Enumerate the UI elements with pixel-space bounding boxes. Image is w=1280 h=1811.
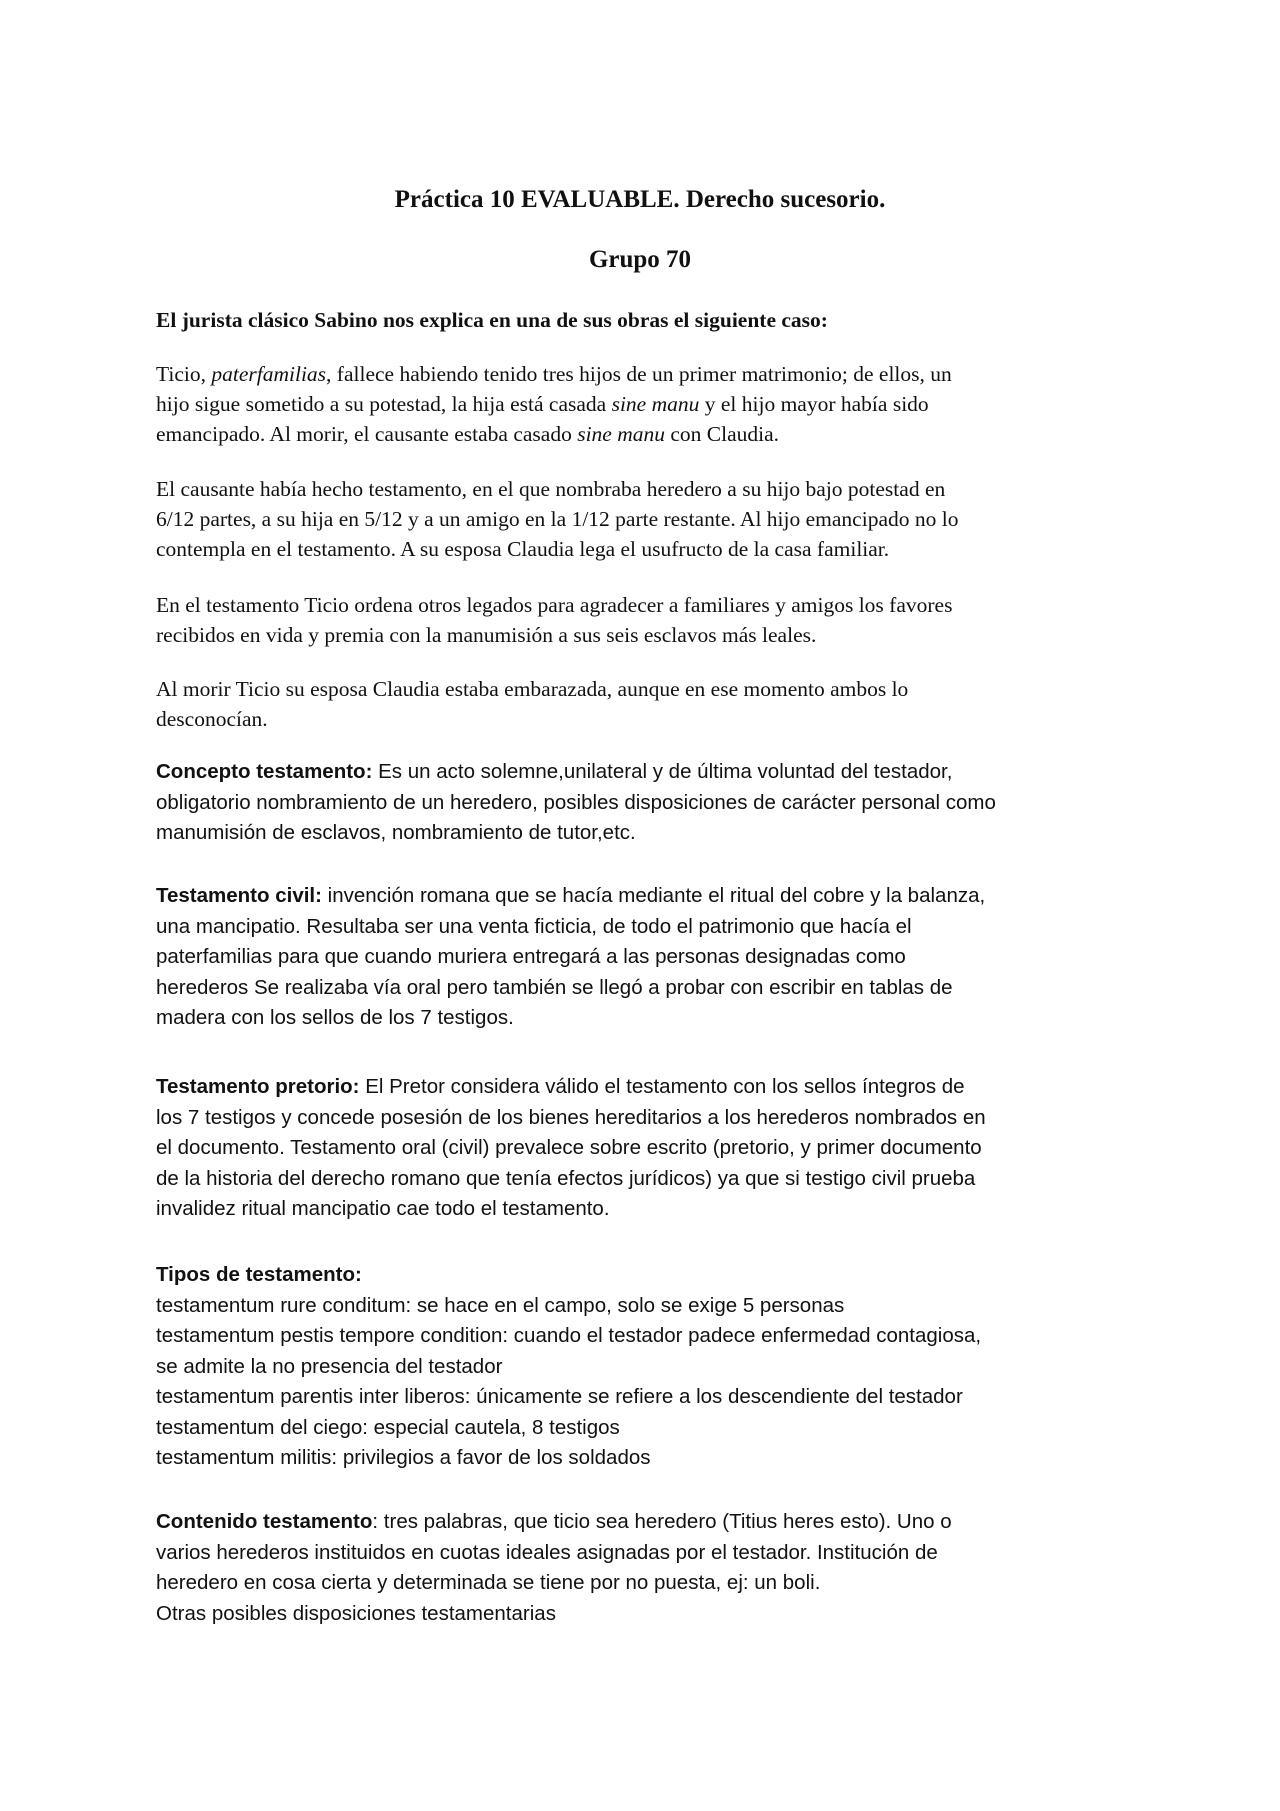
case-paragraph-2: El causante había hecho testamento, en el que nombraba heredero a su hijo bajo potestad en 6/12 partes, a su hija en 5/12 y a un amigo en la 1/12 parte restante. Al hijo emancipado no lo contempla en el testamento. A su esposa Claudia lega el usufructo de la casa familiar.: [156, 477, 959, 561]
section-concepto: [156, 757, 1136, 849]
list-item: testamentum del ciego: especial cautela, 8 testigos: [156, 1415, 620, 1439]
list-item: testamentum rure conditum: se hace en el campo, solo se exige 5 personas: [156, 1293, 845, 1317]
text-run: y el hijo mayor había sido emancipado. Al morir, el causante estaba casado: [156, 392, 929, 446]
section-tipos-testamento: [156, 1260, 1136, 1474]
italic-term: sine manu: [611, 392, 700, 416]
case-paragraph-1: [156, 359, 1136, 449]
section-label: Tipos de testamento:: [156, 1263, 362, 1286]
section-testamento-civil: [156, 881, 1136, 1034]
section-text: Es un acto solemne,unilateral y de última voluntad del testador, obligatorio nombramiento de un heredero, posibles disposiciones de carácter personal como manumisión de esclavos, nombramiento de tutor,etc.: [156, 760, 996, 844]
section-text: invención romana que se hacía mediante el ritual del cobre y la balanza, una mancipatio. Resultaba ser una venta ficticia, de todo el patrimonio que hacía el paterfamilias para que cuando muriera entregará a las personas designadas como herederos Se realizaba vía oral pero también se llegó a probar con escribir en tablas de madera con los sellos de los 7 testigos.: [156, 884, 986, 1029]
section-text: : tres palabras, que ticio sea heredero (Titius heres esto). Uno o varios herederos instituidos en cuotas ideales asignadas por el testador. Institución de heredero en cosa cierta y determinada se tiene por no puesta, ej: un boli. Otras posibles disposiciones testamentarias: [156, 1510, 952, 1625]
list-item: testamentum pestis tempore condition: cuando el testador padece enfermedad contagiosa, se admite la no presencia del testador: [156, 1324, 982, 1378]
section-text: El Pretor considera válido el testamento con los sellos íntegros de los 7 testigos y concede posesión de los bienes hereditarios a los herederos nombrados en el documento. Testamento oral (civil) prevalece sobre escrito (pretorio, y primer documento de la historia del derecho romano que tenía efectos jurídicos) ya que si testigo civil prueba invalidez ritual mancipatio cae todo el testamento.: [156, 1075, 986, 1220]
section-label: Testamento civil:: [156, 884, 322, 907]
document-title: Práctica 10 EVALUABLE. Derecho sucesorio.: [394, 186, 886, 213]
document-subtitle: Grupo 70: [588, 246, 692, 273]
text-run: con Claudia.: [665, 422, 780, 446]
italic-term: paterfamilias: [211, 362, 327, 386]
section-label: Concepto testamento:: [156, 760, 373, 783]
italic-term: sine manu: [577, 422, 665, 446]
section-contenido-testamento: [156, 1507, 1136, 1629]
case-paragraph-4: Al morir Ticio su esposa Claudia estaba embarazada, aunque en ese momento ambos lo desconocían.: [156, 677, 909, 731]
section-testamento-pretorio: [156, 1072, 1136, 1225]
case-paragraph-3: En el testamento Ticio ordena otros legados para agradecer a familiares y amigos los favores recibidos en vida y premia con la manumisión a sus seis esclavos más leales.: [156, 593, 953, 647]
case-intro: El jurista clásico Sabino nos explica en una de sus obras el siguiente caso:: [156, 308, 828, 332]
list-item: testamentum parentis inter liberos: únicamente se refiere a los descendiente del testador: [156, 1385, 963, 1408]
text-run: Ticio,: [156, 362, 212, 386]
section-label: Testamento pretorio:: [156, 1075, 360, 1098]
text-run: , fallece habiendo tenido tres hijos de un primer matrimonio; de ellos, un hijo sigue sometido a su potestad, la hija está casada: [156, 362, 952, 416]
section-label: Contenido testamento: [156, 1510, 373, 1533]
list-item: testamentum militis: privilegios a favor de los soldados: [156, 1446, 651, 1469]
